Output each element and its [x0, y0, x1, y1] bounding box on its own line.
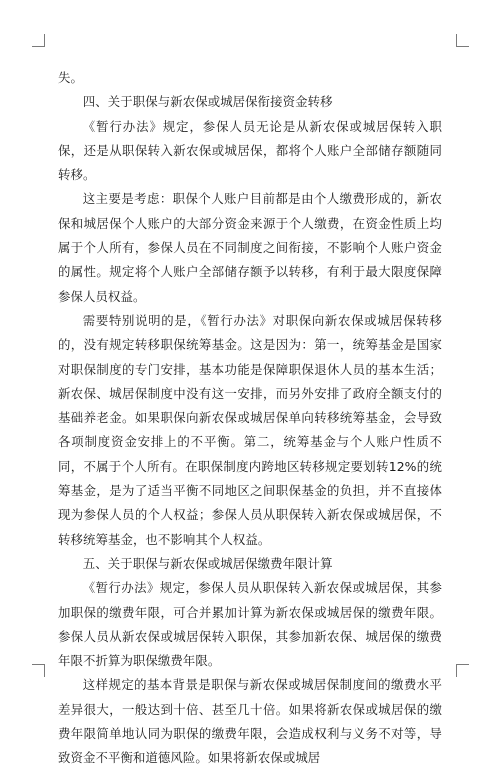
paragraph-4: 需要特别说明的是，《暂行办法》对职保向新农保或城居保转移的，没有规定转移职保统筹基金。这是因为：第一，统筹基金是国家对职保制度的专门安排，基本功能是保障职保退休人员的基本生活；新农保、城居保制度中没有这一安排，而另外安排了政府全额支付的基础养老金。如果职保向新农保或城居保单向转移统筹基金，会导致各项制度资金安排上的不平衡。第二，统筹基金与个人账户性质不同，不属于个人所有。在职保制度内跨地区转移规定要划转12%的统筹基金，是为了适当平衡不同地区之间职保基金的负担，并不直接体现为参保人员的个人权益；参保人员从职保转入新农保或城居保，不转移统筹基金，也不影响其个人权益。	[58, 312, 442, 547]
paragraph-1: 失。	[58, 70, 83, 85]
paragraph-6: 这样规定的基本背景是职保与新农保或城居保制度间的缴费水平差异很大，一般达到十倍、甚至几十倍。如果将新农保或城居保的缴费年限简单地认同为职保的缴费年限，会造成权利与义务不对等，导致资金不平衡和道德风险。如果将新农保或城居	[58, 677, 442, 766]
crop-mark-top-right	[456, 34, 469, 47]
section-heading-4: 四、关于职保与新农保或城居保衔接资金转移	[82, 94, 333, 110]
page-body	[58, 66, 442, 771]
crop-mark-bottom-left	[32, 664, 45, 677]
crop-mark-top-left	[32, 34, 45, 47]
paragraph-3: 这主要是考虑：职保个人账户目前都是由个人缴费形成的，新农保和城居保个人账户的大部分资金来源于个人缴费，在资金性质上均属于个人所有，参保人员在不同制度之间衔接，不影响个人账户资金的属性。规定将个人账户全部储存额予以转移，有利于最大限度保障参保人员权益。	[58, 191, 442, 304]
section-heading-5: 五、关于职保与新农保或城居保缴费年限计算	[82, 555, 333, 571]
paragraph-5: 《暂行办法》规定，参保人员从职保转入新农保或城居保，其参加职保的缴费年限，可合并累加计算为新农保或城居保的缴费年限。参保人员从新农保或城居保转入职保，其参加新农保、城居保的缴费年限不折算为职保缴费年限。	[58, 580, 442, 669]
paragraph-2: 《暂行办法》规定，参保人员无论是从新农保或城居保转入职保，还是从职保转入新农保或城居保，都将个人账户全部储存额随同转移。	[58, 118, 442, 183]
crop-mark-bottom-right	[456, 664, 469, 677]
